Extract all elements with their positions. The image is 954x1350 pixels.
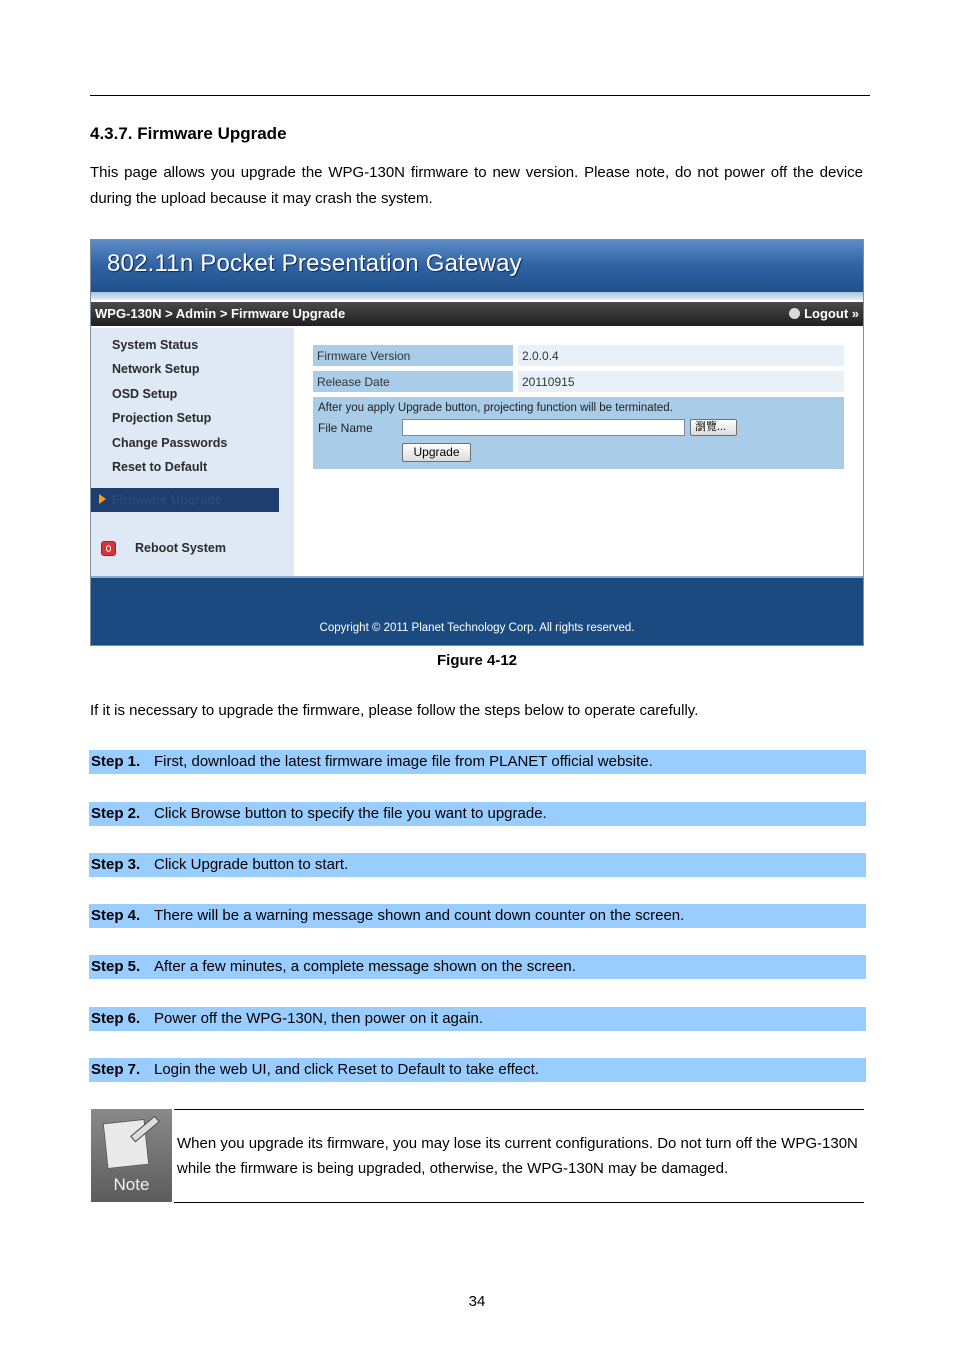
step-text: After a few minutes, a complete message shown on the screen. <box>154 958 576 975</box>
sidebar-item-reset-to-default[interactable]: Reset to Default <box>112 460 208 474</box>
firmware-version-label: Firmware Version <box>313 345 513 366</box>
step-row <box>89 853 866 877</box>
step-row <box>89 802 866 826</box>
step-number: Step 5. <box>91 958 141 975</box>
step-text: Power off the WPG-130N, then power on it again. <box>154 1010 484 1027</box>
file-name-input[interactable] <box>402 419 685 436</box>
firmware-upgrade-screenshot <box>90 239 864 646</box>
step-number: Step 3. <box>91 856 141 873</box>
main-content <box>294 328 863 576</box>
sidebar-item-network-setup[interactable]: Network Setup <box>112 362 200 376</box>
step-text: Login the web UI, and click Reset to Default to take effect. <box>154 1061 539 1078</box>
page-number: 34 <box>468 1293 486 1310</box>
sidebar-item-reboot-system[interactable]: Reboot System <box>135 541 226 555</box>
note-text: When you upgrade its firmware, you may lose its current configurations. Do not turn off the WPG-130N while the firmware is being upgraded, otherwise, the WPG-130N may be damaged. <box>177 1135 858 1177</box>
upgrade-button[interactable]: Upgrade <box>402 443 471 462</box>
note-icon-label: Note <box>113 1175 150 1194</box>
release-date-value: 20110915 <box>518 371 844 392</box>
header-rule <box>90 95 870 96</box>
sidebar <box>91 328 294 576</box>
banner-title: 802.11n Pocket Presentation Gateway <box>107 250 522 277</box>
section-title: 4.3.7. Firmware Upgrade <box>90 124 287 143</box>
app-footer <box>91 576 863 646</box>
step-text: First, download the latest firmware image file from PLANET official website. <box>154 753 653 770</box>
step-text: Click Browse button to specify the file you want to upgrade. <box>154 805 547 822</box>
release-date-label: Release Date <box>313 371 513 392</box>
step-row <box>89 1007 866 1031</box>
step-number: Step 7. <box>91 1061 141 1078</box>
step-number: Step 6. <box>91 1010 141 1027</box>
app-banner <box>91 240 863 298</box>
upgrade-panel <box>313 397 844 469</box>
step-text: Click Upgrade button to start. <box>154 856 349 873</box>
figure-caption: Figure 4-12 <box>436 652 518 669</box>
browse-button[interactable]: 瀏覽... <box>690 419 737 436</box>
breadcrumb-bar <box>91 302 863 326</box>
step-text: There will be a warning message shown and count down counter on the screen. <box>154 907 685 924</box>
step-row <box>89 904 866 928</box>
file-name-label: File Name <box>318 421 373 435</box>
copyright-text: Copyright © 2011 Planet Technology Corp. All rights reserved. <box>319 622 635 634</box>
logout-link[interactable] <box>789 306 859 321</box>
steps-intro: If it is necessary to upgrade the firmware, please follow the steps below to operate carefully. <box>90 702 699 719</box>
firmware-version-value: 2.0.0.4 <box>518 345 844 366</box>
step-row <box>89 955 866 979</box>
breadcrumb: WPG-130N > Admin > Firmware Upgrade <box>95 306 346 321</box>
step-number: Step 4. <box>91 907 141 924</box>
active-arrow-icon <box>99 494 106 504</box>
sidebar-item-projection-setup[interactable]: Projection Setup <box>112 411 212 425</box>
intro-paragraph: This page allows you upgrade the WPG-130N firmware to new version. Please note, do not power off the device during the upload because it may crash the system. <box>90 164 863 207</box>
logout-label: Logout » <box>804 306 859 321</box>
banner-edge <box>91 292 863 300</box>
sidebar-item-osd-setup[interactable]: OSD Setup <box>112 387 178 401</box>
note-rule-bottom <box>174 1202 864 1203</box>
sidebar-item-system-status[interactable]: System Status <box>112 338 199 352</box>
step-row <box>89 750 866 774</box>
step-number: Step 2. <box>91 805 141 822</box>
logout-icon <box>789 308 800 319</box>
note-icon <box>91 1109 172 1202</box>
upgrade-warning: After you apply Upgrade button, projecting function will be terminated. <box>318 402 673 414</box>
note-rule-top <box>174 1109 864 1110</box>
step-row <box>89 1058 866 1082</box>
step-number: Step 1. <box>91 753 141 770</box>
sidebar-item-firmware-upgrade-label: Firmware Upgrade <box>112 493 222 507</box>
power-icon <box>101 541 116 556</box>
sidebar-item-change-passwords[interactable]: Change Passwords <box>112 436 228 450</box>
